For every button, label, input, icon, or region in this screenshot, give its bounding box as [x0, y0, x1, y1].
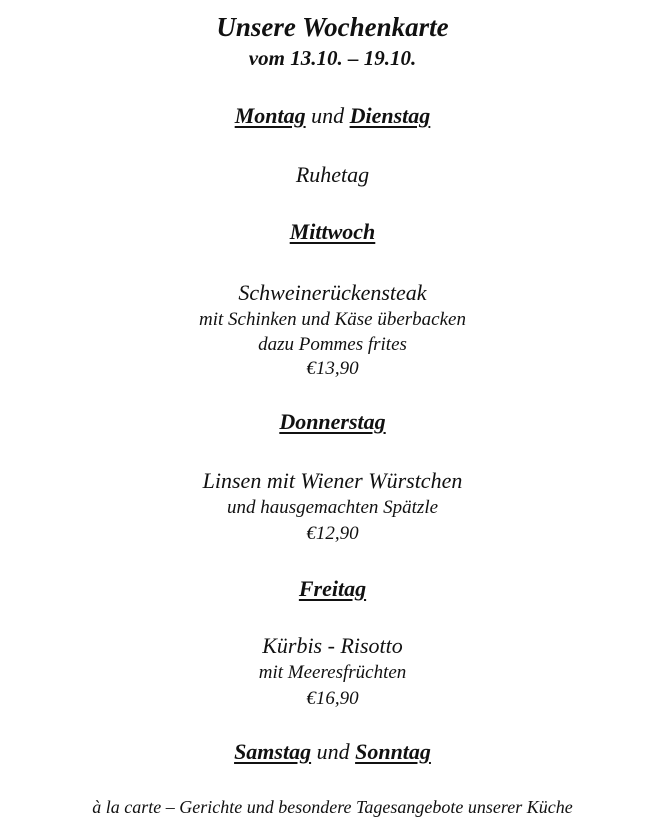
day-friday: Freitag	[298, 576, 367, 601]
day-heading-saturday-sunday	[0, 738, 665, 766]
day-saturday: Samstag	[234, 739, 312, 764]
dish-price: €12,90	[306, 523, 359, 544]
rest-day-text: Ruhetag	[295, 162, 370, 187]
dish-price: €16,90	[306, 688, 359, 709]
day-monday: Montag	[234, 103, 306, 128]
day-heading-wednesday	[0, 218, 665, 246]
dish-description: und hausgemachten Spätzle	[226, 497, 439, 518]
day-heading-monday-tuesday	[0, 102, 665, 130]
menu-title: Unsere Wochenkarte	[216, 12, 449, 42]
day-heading-thursday	[0, 408, 665, 436]
day-wednesday: Mittwoch	[289, 219, 376, 244]
dish-description: mit Meeresfrüchten	[258, 662, 407, 683]
day-connector: und	[316, 739, 350, 764]
dish-price: €13,90	[306, 358, 359, 379]
menu-date-range: vom 13.10. – 19.10.	[248, 46, 417, 70]
a-la-carte-note: à la carte – Gerichte und besondere Tagesangebote unserer Küche	[92, 797, 573, 817]
day-tuesday: Dienstag	[349, 103, 431, 128]
dish-description: mit Schinken und Käse überbacken	[199, 309, 466, 330]
dish-side: dazu Pommes frites	[258, 334, 407, 355]
day-thursday: Donnerstag	[279, 409, 386, 434]
dish-name: Linsen mit Wiener Würstchen	[202, 468, 463, 493]
day-connector: und	[311, 103, 345, 128]
dish-name: Schweinerückensteak	[238, 280, 427, 305]
day-sunday: Sonntag	[355, 739, 431, 764]
dish-name: Kürbis - Risotto	[262, 633, 403, 658]
day-heading-friday	[0, 575, 665, 603]
